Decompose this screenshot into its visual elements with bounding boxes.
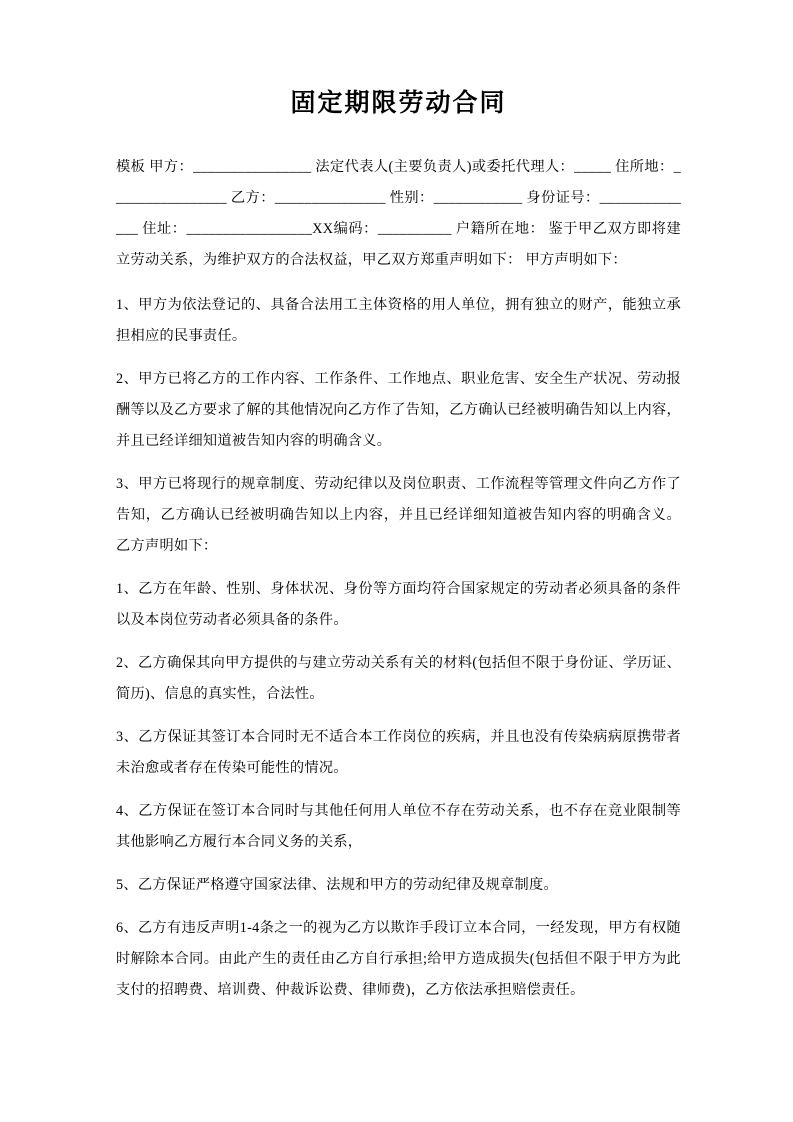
contract-paragraph-parties: 模板 甲方：________________ 法定代表人(主要负责人)或委托代理人：_____ 住所地：________________ 乙方：_______________ 性别：____________ 身份证号：______________ 住址：_________________XX编码：__________ 户籍所在地： 鉴于甲乙双方即将建立劳动关系，为维护双方的合法权益，甲乙双方郑重声明如下： 甲方声明如下：	[116, 159, 681, 268]
contract-paragraph-b2: 2、乙方确保其向甲方提供的与建立劳动关系有关的材料(包括但不限于身份证、学历证、简历)、信息的真实性，合法性。	[116, 655, 681, 702]
contract-paragraph-b5: 5、乙方保证严格遵守国家法律、法规和甲方的劳动纪律及规章制度。	[116, 877, 559, 893]
contract-paragraph-b4: 4、乙方保证在签订本合同时与其他任何用人单位不存在劳动关系，也不存在竞业限制等其他影响乙方履行本合同义务的关系，	[116, 803, 681, 850]
contract-paragraph-a3: 3、甲方已将现行的规章制度、劳动纪律以及岗位职责、工作流程等管理文件向乙方作了告知，乙方确认已经被明确告知以上内容，并且已经详细知道被告知内容的明确含义。 乙方声明如下：	[116, 476, 681, 554]
page-title: 固定期限劳动合同	[290, 89, 507, 117]
contract-paragraph-b1: 1、乙方在年龄、性别、身体状况、身份等方面均符合国家规定的劳动者必须具备的条件以及本岗位劳动者必须具备的条件。	[116, 581, 681, 628]
contract-paragraph-a2: 2、甲方已将乙方的工作内容、工作条件、工作地点、职业危害、安全生产状况、劳动报酬等以及乙方要求了解的其他情况向乙方作了告知，乙方确认已经被明确告知以上内容，并且已经详细知道被告知内容的明确含义。	[116, 371, 682, 449]
contract-paragraph-b6: 6、乙方有违反声明1-4条之一的视为乙方以欺诈手段订立本合同，一经发现，甲方有权随时解除本合同。由此产生的责任由乙方自行承担;给甲方造成损失(包括但不限于甲方为此支付的招聘费、培训费、仲裁诉讼费、律师费)，乙方依法承担赔偿责任。	[116, 920, 681, 998]
contract-paragraph-b3: 3、乙方保证其签订本合同时无不适合本工作岗位的疾病，并且也没有传染病病原携带者未治愈或者存在传染可能性的情况。	[116, 729, 681, 776]
contract-paragraph-a1: 1、甲方为依法登记的、具备合法用工主体资格的用人单位，拥有独立的财产，能独立承担相应的民事责任。	[116, 297, 681, 344]
